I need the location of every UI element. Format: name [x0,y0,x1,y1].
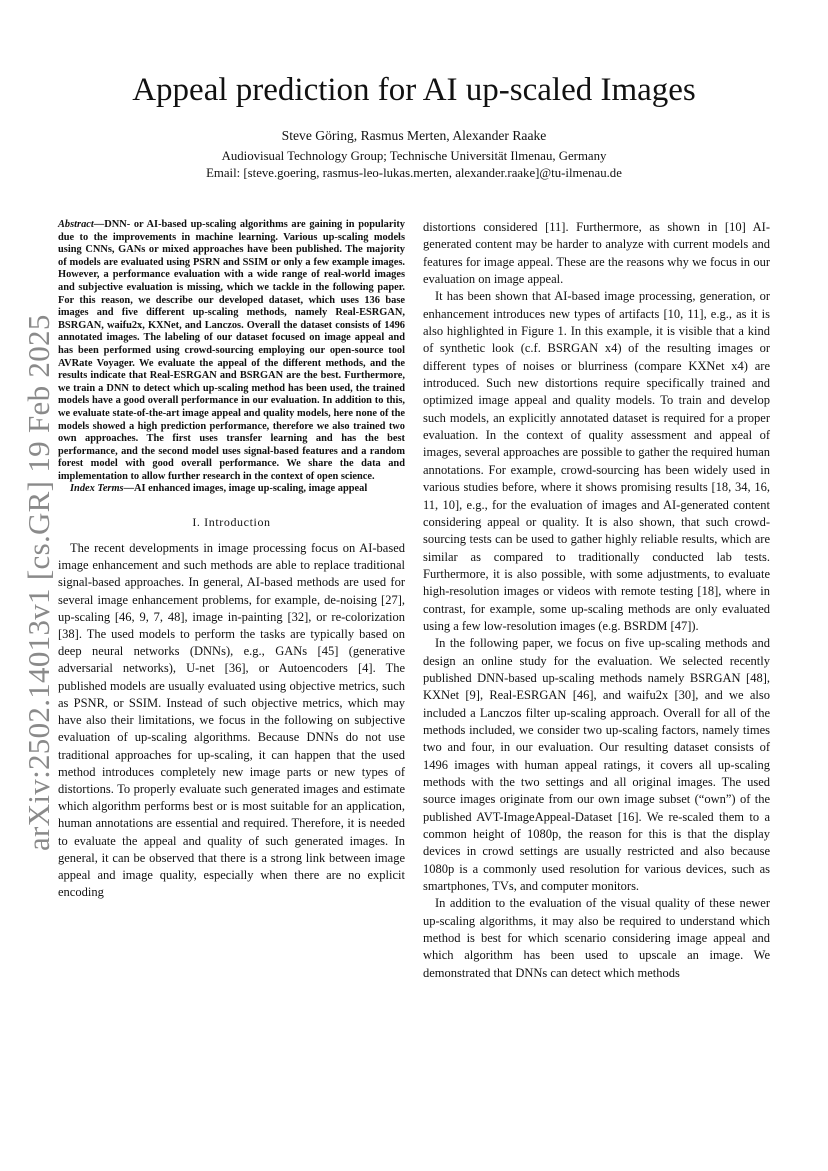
author-list: Steve Göring, Rasmus Merten, Alexander Raake [281,128,547,143]
arxiv-identifier-watermark: arXiv:2502.14013v1 [cs.GR] 19 Feb 2025 [21,314,56,851]
left-column [58,219,405,901]
index-terms-text: —AI enhanced images, image up-scaling, image appeal [123,483,368,495]
intro-paragraph-3: In the following paper, we focus on five up-scaling methods and design an online study for the evaluation. We selected recently published DNN-based up-scaling methods namely BSRGAN [48], KXNet [9], Real-ESRGAN [46], and waifu2x [30], and we also included a Lanczos filter up-scaling approach. Overall for all of the methods included, we consider two up-scaling factors, namely times two and four, in our evaluation. Our resulting dataset consists of 1496 images with human appeal ratings, it covers all up-scaling methods with the two settings and all original images. The used source images originate from our own image subset (“own”) of the published AVT-ImageAppeal-Dataset [16]. We re-scaled them to a common height of 1080p, the reason for this is that the display devices in crowd settings are usually restricted and also because 1080p is a commonly used resolution for various devices, such as smartphones, TVs, and computer monitors. [423,636,770,894]
abstract-text: —DNN- or AI-based up-scaling algorithms are gaining in popularity due to the improvements in machine learning. Various up-scaling models using CNNs, GANs or mixed approaches have been published. The majority of models are evaluated using PSRN and SSIM or only a few example images. However, a performance evaluation with a wide range of real-world images and subjective evaluation is missing, which we tackle in the following paper. For this reason, we describe our developed dataset, which uses 136 base images and five different up-scaling methods, namely Real-ESRGAN, BSRGAN, waifu2x, KXNet, and Lanczos. Overall the dataset consists of 1496 annotated images. The labeling of our dataset focused on image appeal and has been performed using crowd-sourcing employing our open-source tool AVRate Voyager. We evaluate the appeal of the different methods, and the results indicate that Real-ESRGAN and BSRGAN are the best. Furthermore, we train a DNN to detect which up-scaling method has been used, the trained models have a good overall performance in our evaluation. In addition to this, we evaluate state-of-the-art image appeal and quality models, here none of the models showed a high prediction performance, therefore we also trained two own approaches. The first uses transfer learning and has the best performance, and the second model uses signal-based features and a random forest model with good overall performance. We share the data and implementation to allow further research in the context of open science. [58,219,405,482]
author-email: Email: [steve.goering, rasmus-leo-lukas.merten, alexander.raake]@tu-ilmenau.de [206,166,622,180]
abstract-lead: Abstract [58,219,94,230]
intro-paragraph-2: It has been shown that AI-based image processing, generation, or enhancement introduces new types of artifacts [10, 11], e.g., as it is also highlighted in Figure 1. In this example, it is visible that a kind of synthetic look (c.f. BSRGAN x4) of the resulting images or different types of noises or blurriness (compare KXNet x4) are introduced. Such new distortions require specifically trained and optimized image appeal and quality models. To train and develop such models, an explicitly annotated dataset is required for a proper evaluation. In the context of quality assessment and appeal of images, several approaches are possible to gather the required human annotations. For example, crowd-sourcing has been widely used in various studies before, where it shows promising results [18, 34, 16, 11, 10], e.g., for the evaluation of images and AI-generated content considering appeal or quality. It is also shown, that such crowd-sourcing tests can be used to gather highly reliable results, which are similar as compared to traditionally conducted lab tests. Furthermore, it is also possible, with some adjustments, to evaluate high-resolution images or videos with remote testing [18], where in contrast, for example, some up-scaling methods are only evaluated using a few low-resolution images (e.g. BSRDM [47]). [423,289,770,633]
index-terms-lead: Index Terms [70,483,124,495]
intro-paragraph-1: The recent developments in image processing focus on AI-based image enhancement and such methods are able to replace traditional signal-based approaches. In general, AI-based methods are used for several image enhancement problems, for example, de-noising [27], up-scaling [46, 9, 7, 48], image in-painting [32], or re-colorization [38]. The used models to perform the tasks are typically based on deep neural networks (DNNs), e.g., GANs [45] (generative adversarial networks), U-net [36], or Autoencoders [4]. The published models are usually evaluated using objective metrics, such as PSNR, or SSIM. Instead of such objective metrics, which may have also their limitations, we focus in the following on subjective evaluation of up-scaling algorithms. Because DNNs do not use traditional approaches for up-scaling, it can happen that the used method introduces completely new image parts or new types of distortions. To properly evaluate such generated images and estimate which algorithm performs best or is most suitable for an application, human annotations are essential and required. Therefore, it is needed to evaluate the appeal and quality of such generated images. In general, it can be observed that there is a strong link between image appeal and image quality, especially when there are no explicit encoding [58,541,405,900]
intro-paragraph-1-continued: distortions considered [11]. Furthermore, as shown in [10] AI-generated content may be harder to analyze with current models and features for image appeal. These are the reasons why we focus in our evaluation on image appeal. [423,220,770,287]
section-heading-introduction: I. Introduction [192,515,271,530]
intro-paragraph-4: In addition to the evaluation of the visual quality of these newer up-scaling algorithms, it may also be required to understand which method is best for which scenario considering image appeal and which algorithm has been used to upscale an image. We demonstrated that DNNs can detect which methods [423,896,770,980]
abstract [58,219,405,483]
right-column [423,219,770,982]
index-terms [58,483,405,496]
affiliation: Audiovisual Technology Group; Technische Universität Ilmenau, Germany [221,149,607,163]
paper-title: Appeal prediction for AI up-scaled Images [132,72,696,108]
